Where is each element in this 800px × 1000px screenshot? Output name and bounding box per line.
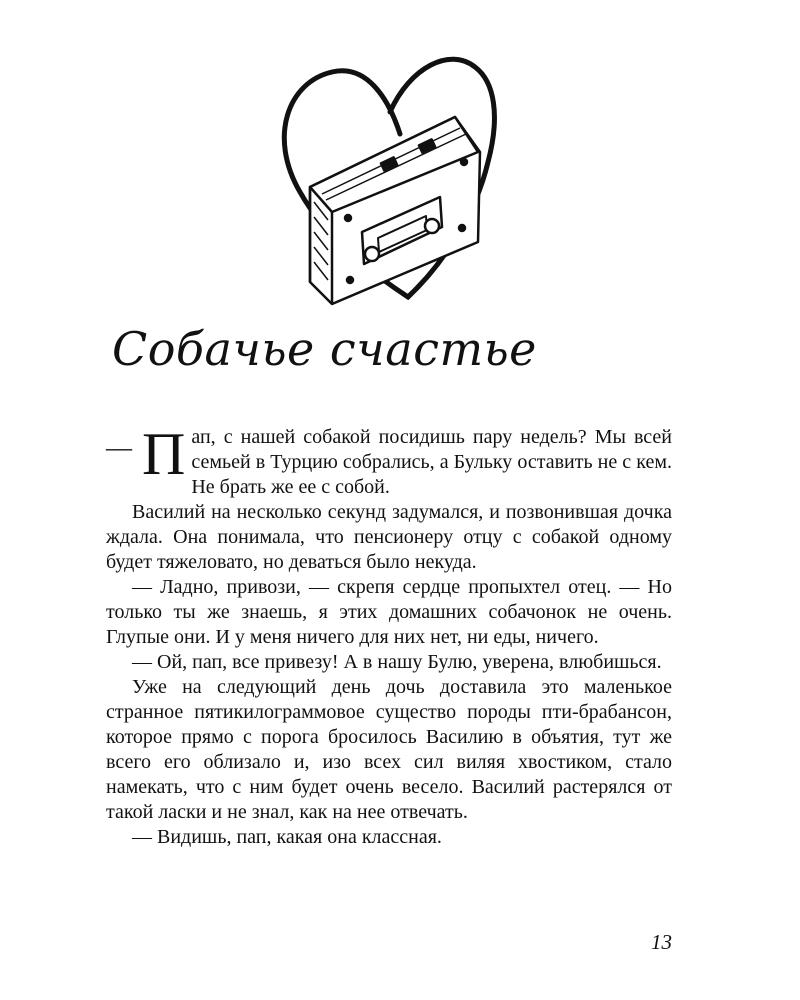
page-number: 13 <box>651 930 672 954</box>
heart-cassette-icon <box>270 42 500 312</box>
opening-text: ап, с нашей собакой посидишь пару недель? Мы всей семьей в Турцию собрались, а Бульку оставить не с кем. Не брать же ее с собой. <box>191 426 672 498</box>
story-text <box>106 421 672 850</box>
paragraph: — Ладно, привози, — скрепя сердце пропыхтел отец. — Но только ты же знаешь, я этих домашних собачонок не очень. Глупые они. И у меня ничего для них нет, ни еды, ничего. <box>106 576 672 648</box>
paragraph: — Ой, пап, все привезу! А в нашу Булю, уверена, влюбишься. <box>132 651 662 673</box>
paragraph: Василий на несколько секунд задумался, и позвонившая дочка ждала. Она понимала, что пенсионеру отцу с собакой одному будет тяжеловато, но деваться было некуда. <box>106 501 672 573</box>
chapter-title: Собачье счастье <box>112 322 537 376</box>
drop-cap: П <box>142 421 186 487</box>
opening-dash: — <box>106 433 132 462</box>
paragraph: Уже на следующий день дочь доставила это маленькое странное пятикилограммовое существо породы пти-брабансон, которое прямо с порога бросилось Василию в объятия, тут же всего его облизало и, изо всех сил виляя хвостиком, стало намекать, что с ним будет очень весело. Василий растерялся от такой ласки и не знал, как на нее отвечать. <box>106 676 672 823</box>
opening-paragraph <box>106 421 672 500</box>
paragraph: — Видишь, пап, какая она классная. <box>132 826 442 848</box>
